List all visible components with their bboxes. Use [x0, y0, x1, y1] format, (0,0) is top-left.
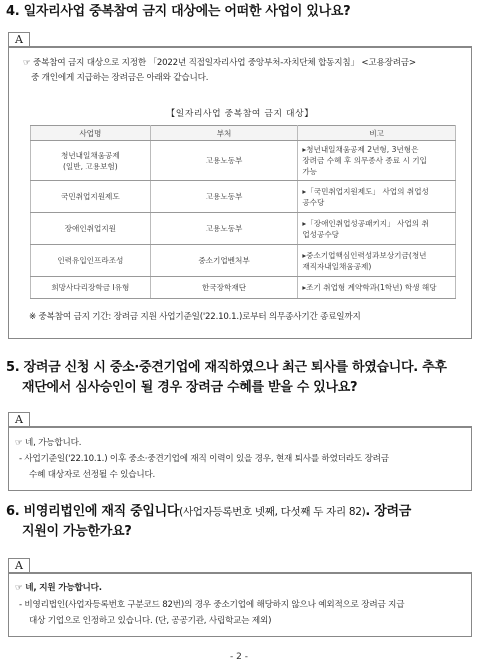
row-ministry: 고용노동부: [150, 141, 298, 181]
header-ministry: 부처: [150, 126, 298, 141]
page-number: - 2 -: [230, 652, 248, 662]
row-note: ▸「국민취업지원제도」 사업의 취업성 공수당: [298, 181, 456, 213]
row-ministry: 한국장학재단: [150, 277, 298, 299]
answer-box-6: [8, 573, 472, 637]
table-title: 【일자리사업 중복참여 금지 대상】: [166, 109, 314, 119]
row-note: ▸「장애인취업성공패키지」 사업의 취 업성공수당: [298, 213, 456, 245]
table-row: [31, 277, 456, 299]
table-header-row: [31, 126, 456, 141]
row-project: 국민취업지원제도: [31, 181, 151, 213]
row-project: 인력유입인프라조성: [31, 245, 151, 277]
row-project: 장애인취업지원: [31, 213, 151, 245]
row-project: 청년내일채움공제 (일반, 고용보험): [31, 141, 151, 181]
overlap-table: [30, 125, 456, 299]
question-4-title: 4. 일자리사업 중복참여 금지 대상에는 어떠한 사업이 있나요?: [6, 4, 351, 19]
header-project: 사업명: [31, 126, 151, 141]
row-ministry: 고용노동부: [150, 213, 298, 245]
footnote: ※ 중복참여 금지 기간: 장려금 지원 사업기준일('22.10.1.)로부터 의무종사기간 종료일까지: [29, 312, 361, 322]
row-ministry: 중소기업벤처부: [150, 245, 298, 277]
intro-line-1: ☞ 중복참여 금지 대상으로 지정한 「2022년 직접일자리사업 중앙부처-자치단체 합동지침」 <고용장려금>: [23, 58, 416, 68]
answer-tab-4: A: [8, 32, 30, 47]
answer-tab-6: A: [8, 558, 30, 573]
answer-box-4: [8, 47, 472, 339]
question-6-title: 6. 비영리법인에 재직 중입니다(사업자등록번호 넷째, 다섯째 두 자리 82). 장려금 지원이 가능한가요?: [6, 504, 412, 539]
table-row: [31, 245, 456, 277]
row-project: 희망사다리장학금 Ⅰ유형: [31, 277, 151, 299]
row-note: ▸청년내일채움공제 2년형, 3년형은 장려금 수혜 후 의무종사 종료 시 기입 가능: [298, 141, 456, 181]
detail-6-line-2: 대상 기업으로 인정하고 있습니다. (단, 공공기관, 사립학교는 제외): [29, 616, 272, 626]
detail-6-line-1: - 비영리법인(사업자등록번호 구분코드 82번)의 경우 중소기업에 해당하지 않으나 예외적으로 장려금 지급: [19, 600, 405, 610]
detail-5-line-1: - 사업기준일('22.10.1.) 이후 중소·중견기업에 재직 이력이 있을 경우, 현재 퇴사를 하였더라도 장려금: [19, 454, 389, 464]
table-row: [31, 213, 456, 245]
detail-5-line-2: 수혜 대상자로 선정될 수 있습니다.: [29, 470, 156, 480]
answer-box-5: [8, 427, 472, 491]
table-row: [31, 181, 456, 213]
answer-5: ☞ 네, 가능합니다.: [15, 438, 82, 448]
intro-line-2: 중 개인에게 지급하는 장려금은 아래와 같습니다.: [31, 73, 209, 83]
answer-6: ☞ 네, 지원 가능합니다.: [15, 583, 102, 593]
answer-tab-5: A: [8, 412, 30, 427]
header-note: 비고: [298, 126, 456, 141]
row-ministry: 고용노동부: [150, 181, 298, 213]
row-note: ▸조기 취업형 계약학과(1학년) 학생 해당: [298, 277, 456, 299]
row-note: ▸중소기업핵심인력성과보상기금(청년 재직자내일채움공제): [298, 245, 456, 277]
table-row: [31, 141, 456, 181]
question-5-title: 5. 장려금 신청 시 중소·중견기업에 재직하였으나 최근 퇴사를 하였습니다. 추후 재단에서 심사승인이 될 경우 장려금 수혜를 받을 수 있나요?: [6, 360, 447, 395]
